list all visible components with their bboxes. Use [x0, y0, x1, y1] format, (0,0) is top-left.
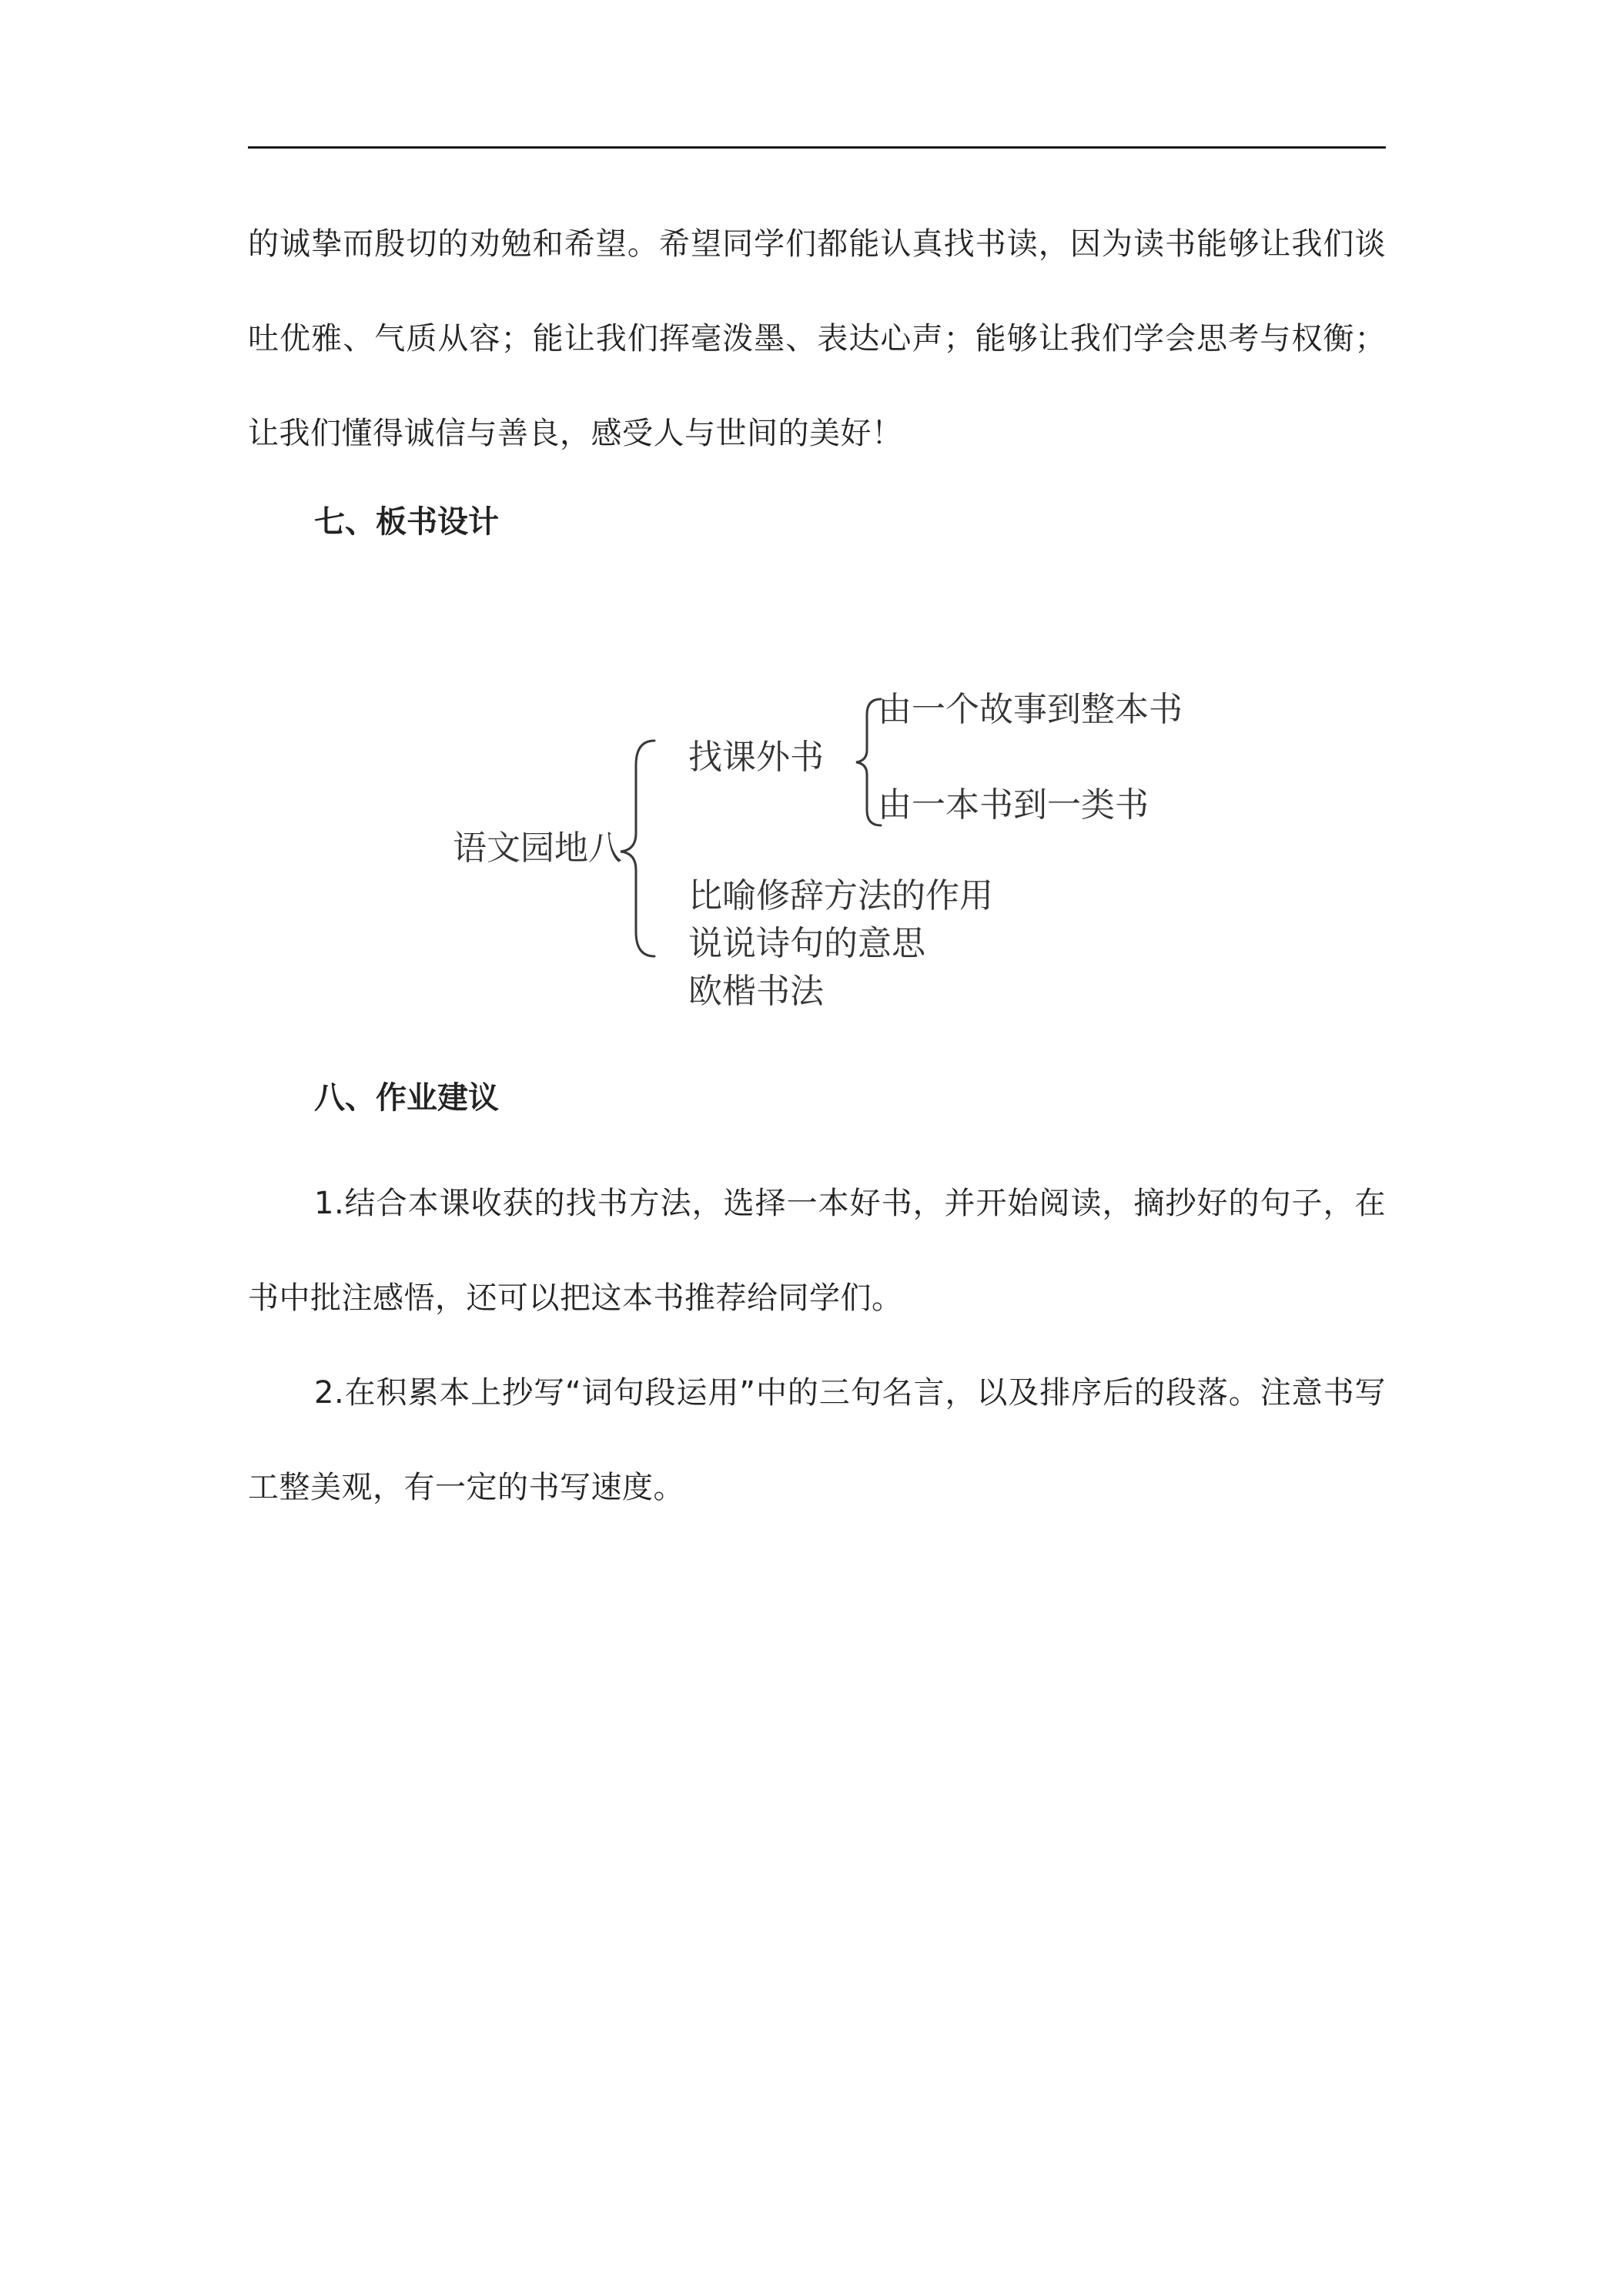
diagram-item-metaphor: 比喻修辞方法的作用	[688, 876, 993, 915]
section-7-title: 七、板书设计	[314, 504, 499, 540]
diagram-main-brace	[621, 741, 654, 956]
section-8-title: 八、作业建议	[314, 1080, 499, 1116]
diagram-item-poem: 说说诗句的意思	[688, 924, 925, 963]
diagram-sub-book-to-category: 由一本书到一类书	[878, 785, 1149, 825]
diagram-root-label: 语文园地八	[453, 828, 622, 868]
diagram-sub-story-to-book: 由一个故事到整本书	[878, 690, 1183, 729]
homework-item-2: 2.在积累本上抄写“词句段运用”中的三句名言，以及排序后的段落。注意书写工整美观，有一定的书写速度。	[248, 1375, 1386, 1505]
diagram-item-calligraphy: 欧楷书法	[688, 972, 824, 1011]
board-design-diagram	[431, 670, 1247, 1024]
intro-paragraph: 的诚挚而殷切的劝勉和希望。希望同学们都能认真找书读，因为读书能够让我们谈吐优雅、气质从容；能让我们挥毫泼墨、表达心声；能够让我们学会思考与权衡；让我们懂得诚信与善良，感受人与世间的美好！	[248, 226, 1386, 451]
homework-item-1: 1.结合本课收获的找书方法，选择一本好书，并开始阅读，摘抄好的句子，在书中批注感悟，还可以把这本书推荐给同学们。	[248, 1186, 1386, 1316]
diagram-branch-find-books: 找课外书	[688, 738, 824, 777]
header-rule	[248, 146, 1386, 149]
